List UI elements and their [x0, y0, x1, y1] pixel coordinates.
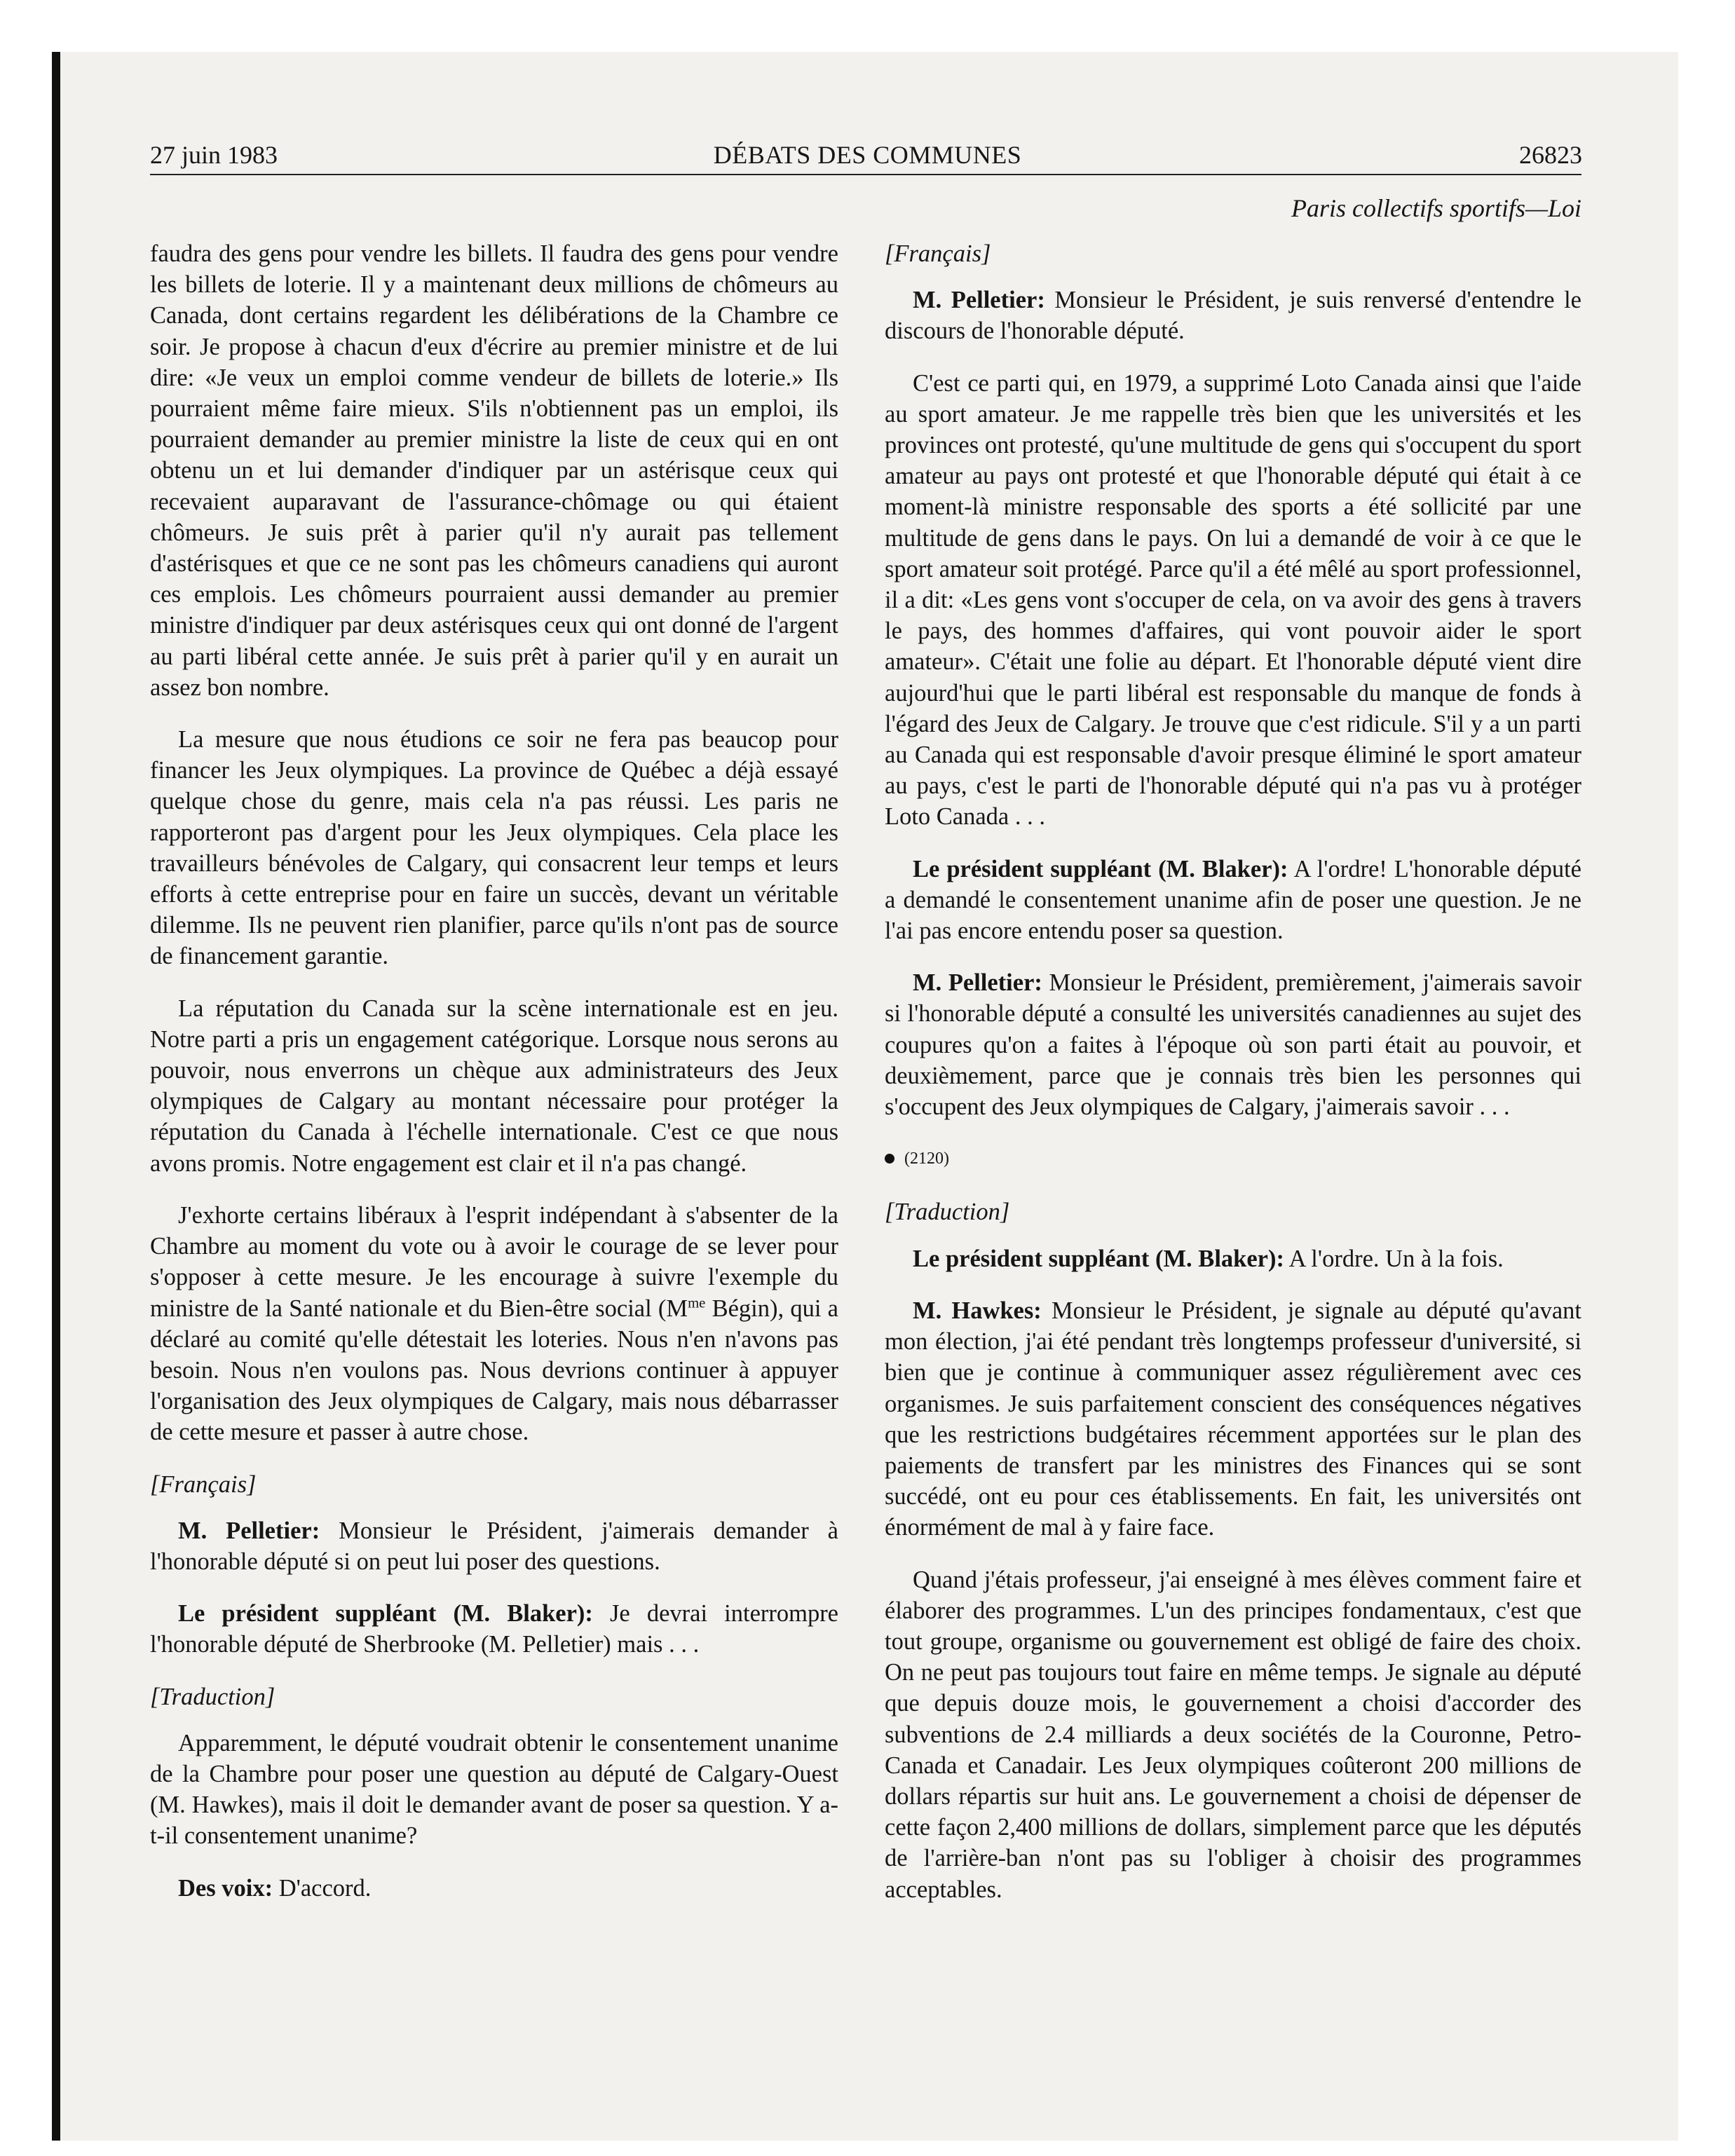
speech-text: D'accord.	[273, 1874, 372, 1902]
speaker-name: Des voix:	[178, 1874, 273, 1902]
scan-border	[52, 52, 60, 2141]
paragraph: La réputation du Canada sur la scène internationale est en jeu. Notre parti a pris un engagement catégorique. Lorsque nous serons au pouvoir, nous enverrons un chèque aux administrateurs des Jeux olympiques de Calgary au montant nécessaire pour protéger la réputation du Canada à l'échelle internationale. C'est ce que nous avons promis. Notre engagement est clair et il n'a pas changé.	[150, 995, 838, 1177]
speaker-name: Le président suppléant (M. Blaker):	[913, 1245, 1284, 1272]
language-label: [Traduction]	[150, 1683, 275, 1710]
speech	[885, 1243, 1581, 1274]
language-marker	[885, 1196, 1581, 1227]
page-header	[0, 140, 1735, 182]
language-marker	[885, 238, 1581, 269]
speech-text: Monsieur le Président, je signale au député qu'avant mon élection, j'ai été pendant très longtemps professeur d'université, si bien que je continue à communiquer assez régulièrement avec ces organismes. Je suis parfaitement conscient des conséquences négatives que les restrictions budgétaires récemment apportées sur le plan des paiements de transfert par les ministres des Finances qui se sont succédé, ont eu pour ces établissements. En fait, les universités ont énormément de mal à y faire face.	[885, 1297, 1581, 1541]
speech-text: A l'ordre. Un à la fois.	[1284, 1245, 1504, 1272]
header-page-number: 26823	[1519, 141, 1582, 169]
speaker-name: M. Pelletier:	[913, 969, 1042, 997]
speech	[885, 1295, 1581, 1543]
speech	[885, 285, 1581, 346]
speaker-name: Le président suppléant (M. Blaker):	[178, 1600, 593, 1628]
speaker-name: Le président suppléant (M. Blaker):	[913, 855, 1288, 882]
language-label: [Français]	[885, 240, 991, 267]
speaker-name: M. Pelletier:	[178, 1517, 320, 1544]
speech-text: Monsieur le Président, je suis renversé d'entendre le discours de l'honorable député.	[885, 287, 1581, 345]
speaker-name: M. Pelletier:	[913, 287, 1045, 314]
speech	[150, 1873, 838, 1904]
time-stamp	[885, 1143, 1581, 1174]
speech	[885, 854, 1581, 947]
text-run: Bégin), qui a déclaré au comité qu'elle détestait les loteries. Nous n'en n'avons pas besoin. Nous n'en voulons pas. Nous devrions continuer à appuyer l'organisation des Jeux olympiques de Calgary, mais nous débarrasser de cette mesure et passer à autre chose.	[150, 1295, 838, 1446]
speech-text: A l'ordre! L'honorable député a demandé le consentement unanime afin de poser une question. Je ne l'ai pas encore entendu poser sa question.	[885, 855, 1581, 945]
paragraph: faudra des gens pour vendre les billets. Il faudra des gens pour vendre les billets de loterie. Il y a maintenant deux millions de chômeurs au Canada, dont certains regardent les délibérations de la Chambre ce soir. Je propose à chacun d'eux d'écrire au premier ministre et de lui dire: «Je veux un emploi comme vendeur de billets de loterie.» Ils pourraient même faire mieux. S'ils n'obtiennent pas un emploi, ils pourraient demander au premier ministre la liste de ceux qui en ont obtenu un et lui demander d'indiquer par un astérisque ceux qui recevaient auparavant de l'assurance-chômage ou qui étaient chômeurs. Je suis prêt à parier qu'il n'y aurait pas tellement d'astérisques et que ce ne sont pas les chômeurs canadiens qui auront ces emplois. Les chômeurs pourraient aussi demander au premier ministre d'indiquer par deux astérisques ceux qui ont donné de l'argent au parti libéral cette année. Je suis prêt à parier qu'il y en aurait un assez bon nombre.	[150, 240, 838, 701]
paragraph	[150, 1200, 838, 1448]
time-label: (2120)	[904, 1149, 949, 1168]
language-marker	[150, 1681, 838, 1712]
language-label: [Traduction]	[885, 1199, 1010, 1226]
left-column	[150, 238, 838, 1925]
language-marker	[150, 1469, 838, 1500]
speech-text: Monsieur le Président, premièrement, j'aimerais savoir si l'honorable député a consulté les universités canadiennes au sujet des coupures qu'on a faites à l'époque où son parti était au pouvoir, et deuxièmement, parce que je connais très bien les personnes qui s'occupent des Jeux olympiques de Calgary, j'aimerais savoir . . .	[885, 969, 1582, 1121]
header-date: 27 juin 1983	[150, 141, 278, 169]
speech	[150, 1515, 838, 1577]
speaker-name: M. Hawkes:	[913, 1297, 1042, 1324]
paragraph: La mesure que nous étudions ce soir ne fera pas beaucop pour financer les Jeux olympiques. La province de Québec a déjà essayé quelque chose du genre, mais cela n'a pas réussi. Les paris ne rapporteront pas d'argent pour les Jeux olympiques. Cela place les travailleurs bénévoles de Calgary, qui consacrent leur temps et leurs efforts à cette entreprise pour en faire un succès, devant un véritable dilemme. Ils ne peuvent rien planifier, parce qu'ils n'ont pas de source de financement garantie.	[150, 726, 838, 970]
paragraph: Apparemment, le député voudrait obtenir le consentement unanime de la Chambre pour poser une question au député de Calgary-Ouest (M. Hawkes), mais il doit le demander avant de poser sa question. Y a-t-il consentement unanime?	[150, 1729, 838, 1850]
right-column	[885, 238, 1581, 1926]
speech	[885, 967, 1581, 1122]
language-label: [Français]	[150, 1471, 257, 1498]
header-rule	[150, 174, 1581, 175]
header-title: DÉBATS DES COMMUNES	[713, 141, 1022, 169]
running-title: Paris collectifs sportifs—Loi	[1291, 194, 1581, 222]
speech	[150, 1598, 838, 1660]
superscript: me	[688, 1295, 706, 1311]
bullet-icon	[885, 1154, 894, 1164]
text-run: J'exhorte certains libéraux à l'esprit indépendant à s'absenter de la Chambre au moment du vote ou à avoir le courage de se lever pour s'opposer à cette mesure. Je les encourage à suivre l'exemple du ministre de la Santé nationale et du Bien-être social (M	[150, 1201, 838, 1322]
paragraph: C'est ce parti qui, en 1979, a supprimé Loto Canada ainsi que l'aide au sport amateur. Je me rappelle très bien que les universités et les provinces ont protesté, qu'une multitude de gens qui s'occupent du sport amateur au pays ont protesté et que l'honorable député qui était à ce moment-là ministre responsable des sports a été sollicité par une multitude de gens dans le pays. On lui a demandé de voir à ce que le sport amateur soit protégé. Parce qu'il a été mêlé au sport professionnel, il a dit: «Les gens vont s'occuper de cela, on va avoir des gens à travers le pays, des hommes d'affaires, qui vont pouvoir aider le sport amateur». C'était une folie au départ. Et l'honorable député vient dire aujourd'hui que le parti libéral est responsable du manque de fonds à l'égard des Jeux de Calgary. Je trouve que c'est ridicule. S'il y a un parti au Canada qui est responsable d'avoir presque éliminé le sport amateur au pays, c'est le parti de l'honorable député qui n'a pas vu à protéger Loto Canada . . .	[885, 369, 1581, 831]
speech-text: Je devrai interrompre l'honorable député de Sherbrooke (M. Pelletier) mais . . .	[150, 1600, 838, 1658]
paragraph: Quand j'étais professeur, j'ai enseigné à mes élèves comment faire et élaborer des programmes. L'un des principes fondamentaux, c'est que tout groupe, organisme ou gouvernement est obligé de faire des choix. On ne peut pas toujours tout faire en même temps. Je signale au député que depuis douze mois, le gouvernement a choisi d'accorder des subventions de 2.4 milliards a deux sociétés de la Couronne, Petro-Canada et Canadair. Les Jeux olympiques coûteront 200 millions de dollars répartis sur huit ans. Le gouvernement a choisi de dépenser de cette façon 2,400 millions de dollars, simplement parce que les députés de l'arrière-ban n'ont pas su l'obliger à choisir des programmes acceptables.	[885, 1566, 1581, 1903]
speech-text: Monsieur le Président, j'aimerais demander à l'honorable député si on peut lui poser des questions.	[150, 1517, 838, 1575]
